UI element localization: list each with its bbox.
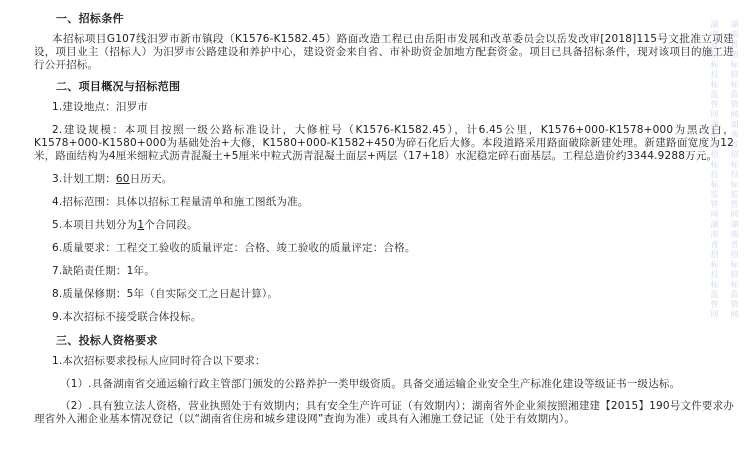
item-scale: 2.建设规模：本项目按照一级公路标准设计，大修桩号（K1576-K1582.45），计6.45公里，K1576+000-K1578+000为黑改白，K1578+000-K1580+000为基础处治+大修，K1580+000-K1582+450为碎石化后大修。本段道路采用路面破除新建处理。新建路面宽度为12米，路面结构为4厘米细粒式沥青混凝土+5厘米中粒式沥青混凝土面层+两层（17+18）水泥稳定碎石面基层。工程总造价约3344.9288万元。 [34,124,734,162]
qualification-intro: 1.本次招标要求投标人应同时符合以下要求： [52,355,266,367]
item-contract-sections [52,219,734,232]
item-duration [52,173,734,186]
watermark-column: 湖南省招标投标监管网湖南省招标投标监管网湖南省招标投标监管网 [730,20,739,320]
section-title-project-overview: 二、项目概况与招标范围 [56,80,181,93]
qualification-1: （1）.具备湖南省交通运输行政主管部门颁发的公路养护一类甲级资质。具备交通运输企业安全生产标准化建设等级证书一级达标。 [60,378,681,390]
section-title-qualifications: 三、投标人资格要求 [56,334,158,347]
duration-suffix: 日历天。 [129,173,173,185]
document-body [34,8,734,435]
qualification-2: （2）.具有独立法人资格，营业执照处于有效期内；具有安全生产许可证（有效期内）；湖南省外企业须按照湘建建【2015】190号文件要求办理省外入湘企业基本情况登记（以“湖南省住房和城乡建设网”查询为准）或具有入湘施工登记证（处于有效期内）。 [34,400,734,425]
bidding-conditions-text: 本招标项目G107线汨罗市新市镇段（K1576-K1582.45）路面改造工程已由岳阳市发展和改革委员会以岳发改审[2018]115号文批准立项建设，项目业主（招标人）为汨罗市公路建设和养护中心，建设资金来自省、市补助资金加地方配套资金。项目已具备招标条件，现对该项目的施工进行公开招标。 [34,33,734,71]
section-title-bidding-conditions: 一、招标条件 [56,12,124,25]
sections-prefix: 5.本项目共划分为 [52,219,138,231]
sections-suffix: 个合同段。 [144,219,198,231]
item-warranty: 8.质量保修期：5年（自实际交工之日起计算）。 [52,288,279,300]
item-quality: 6.质量要求：工程交工验收的质量评定：合格、竣工验收的质量评定：合格。 [52,242,416,254]
item-defect-period: 7.缺陷责任期：1年。 [52,265,155,277]
item-location: 1.建设地点：汨罗市 [52,101,149,113]
sections-value: 1 [137,219,145,231]
duration-prefix: 3.计划工期： [52,173,116,185]
watermark-column: 湖南省招标投标监管网湖南省招标投标监管网湖南省招标投标监管网 [710,20,719,320]
duration-value: 60 [115,173,130,185]
item-consortium: 9.本次招标不接受联合体投标。 [52,311,202,323]
item-scope: 4.招标范围：具体以招标工程量清单和施工图纸为准。 [52,196,309,208]
